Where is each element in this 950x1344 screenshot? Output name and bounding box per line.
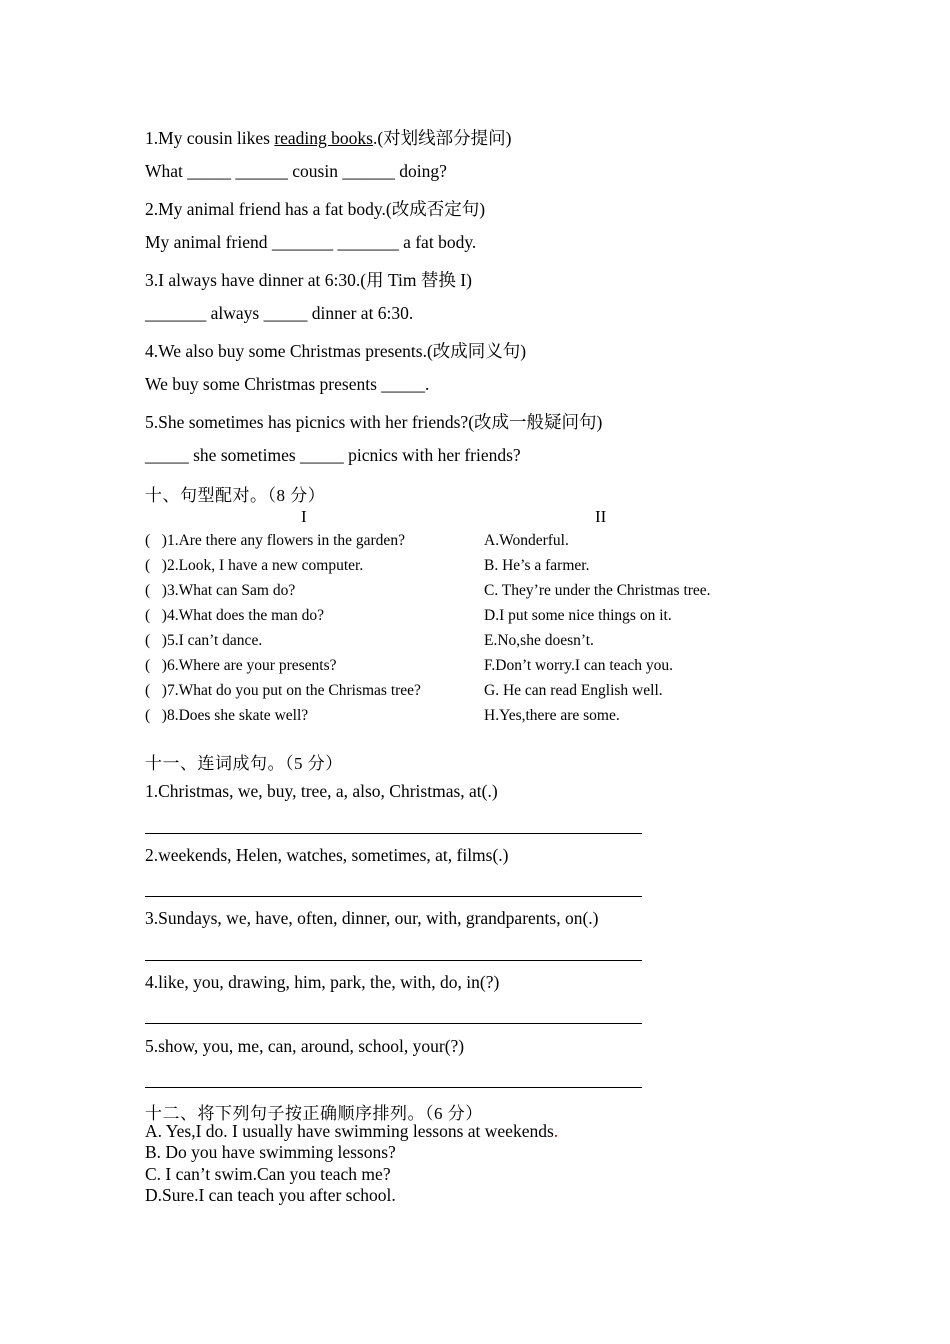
answer-h: H.Yes,there are some. [484,707,620,724]
underlined-phrase: reading books [274,128,373,148]
answer-d: D.I put some nice things on it. [484,607,672,624]
answer-e: E.No,she doesn’t. [484,632,594,649]
word-order-2: 2.weekends, Helen, watches, sometimes, at, films(.) [145,845,509,865]
word-order-4: 4.like, you, drawing, him, park, the, with, do, in(?) [145,972,500,992]
column-header-2: II [595,507,607,526]
rewrite-sentence-4: 4.We also buy some Christmas presents.(改成同义句) [145,341,527,361]
word-order-3: 3.Sundays, we, have, often, dinner, our, with, grandparents, on(.) [145,908,599,928]
question-7: ( )7.What do you put on the Chrismas tree? [145,682,421,699]
word-order-1: 1.Christmas, we, buy, tree, a, also, Christmas, at(.) [145,781,498,801]
dialogue-line-c: C. I can’t swim.Can you teach me? [145,1164,391,1184]
red-period: . [553,1121,559,1141]
section10-title: 十、句型配对。（8 分） [145,486,326,505]
question-4: ( )4.What does the man do? [145,607,325,624]
question-2: ( )2.Look, I have a new computer. [145,557,364,574]
answer-b: B. He’s a farmer. [484,557,590,574]
question-1: ( )1.Are there any flowers in the garden? [145,532,405,549]
question-8: ( )8.Does she skate well? [145,707,309,724]
rewrite-sentence-3: 3.I always have dinner at 6:30.(用 Tim 替换 I) [145,270,472,290]
dialogue-line-b: B. Do you have swimming lessons? [145,1142,396,1162]
question-3: ( )3.What can Sam do? [145,582,296,599]
section12-title: 十二、将下列句子按正确顺序排列。（6 分） [145,1104,483,1123]
rewrite-answer-3: _______ always _____ dinner at 6:30. [145,303,414,323]
answer-blank-1[interactable] [145,833,642,834]
rewrite-answer-5: _____ she sometimes _____ picnics with her friends? [145,445,521,465]
rewrite-answer-4: We buy some Christmas presents _____. [145,374,430,394]
answer-c: C. They’re under the Christmas tree. [484,582,711,599]
answer-blank-5[interactable] [145,1087,642,1088]
column-header-1: I [301,507,307,526]
question-6: ( )6.Where are your presents? [145,657,337,674]
answer-g: G. He can read English well. [484,682,663,699]
answer-blank-4[interactable] [145,1023,642,1024]
answer-blank-2[interactable] [145,896,642,897]
rewrite-answer-1: What _____ ______ cousin ______ doing? [145,161,447,181]
rewrite-sentence-1: 1.My cousin likes reading books.(对划线部分提问) [145,128,512,148]
rewrite-sentence-2: 2.My animal friend has a fat body.(改成否定句) [145,199,486,219]
section11-title: 十一、连词成句。（5 分） [145,754,343,773]
answer-a: A.Wonderful. [484,532,569,549]
rewrite-answer-2: My animal friend _______ _______ a fat body. [145,232,477,252]
dialogue-line-d: D.Sure.I can teach you after school. [145,1185,396,1205]
dialogue-line-a: A. Yes,I do. I usually have swimming lessons at weekends. [145,1121,559,1141]
word-order-5: 5.show, you, me, can, around, school, your(?) [145,1036,465,1056]
answer-blank-3[interactable] [145,960,642,961]
answer-f: F.Don’t worry.I can teach you. [484,657,674,674]
question-5: ( )5.I can’t dance. [145,632,263,649]
rewrite-sentence-5: 5.She sometimes has picnics with her friends?(改成一般疑问句) [145,412,603,432]
